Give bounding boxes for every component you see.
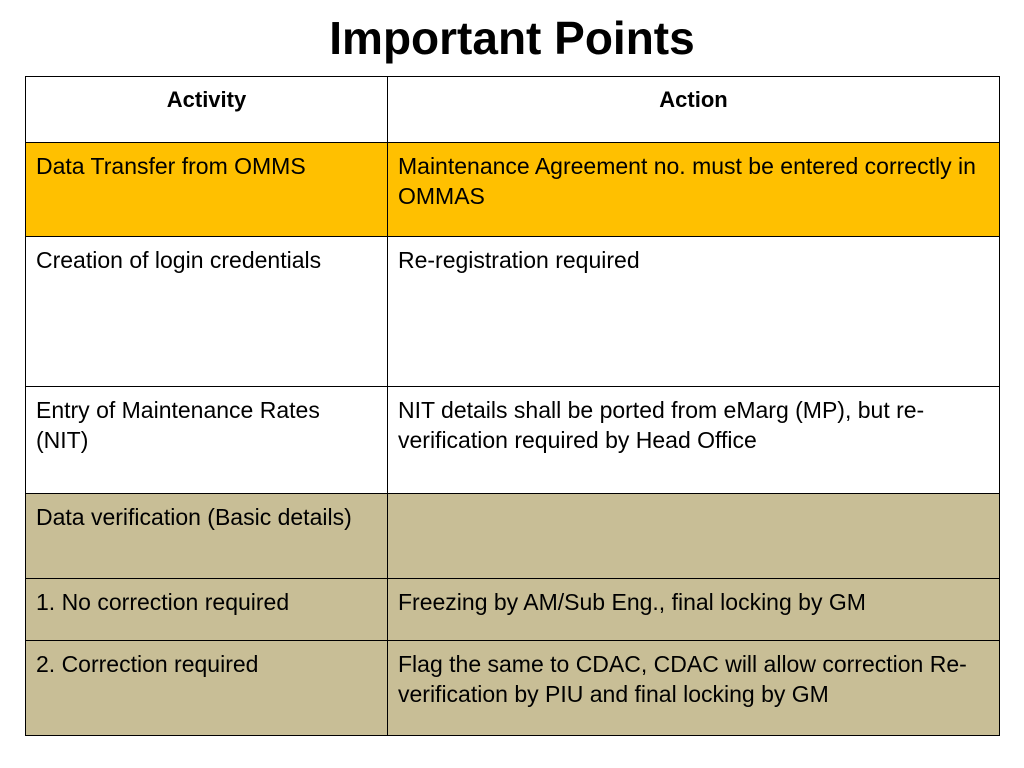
cell-action: Maintenance Agreement no. must be entered correctly in OMMAS bbox=[388, 143, 1000, 237]
table-row bbox=[26, 641, 1000, 736]
table-row bbox=[26, 143, 1000, 237]
header-activity: Activity bbox=[26, 77, 388, 143]
cell-action: Re-registration required bbox=[388, 237, 1000, 387]
cell-activity: 2. Correction required bbox=[26, 641, 388, 736]
cell-action: Flag the same to CDAC, CDAC will allow correction Re-verification by PIU and final locking by GM bbox=[388, 641, 1000, 736]
header-action: Action bbox=[388, 77, 1000, 143]
cell-activity: Creation of login credentials bbox=[26, 237, 388, 387]
table-row bbox=[26, 494, 1000, 579]
cell-activity: 1. No correction required bbox=[26, 579, 388, 641]
page-title: Important Points bbox=[329, 12, 695, 64]
table-header-row bbox=[26, 77, 1000, 143]
cell-action bbox=[388, 494, 1000, 579]
table-row bbox=[26, 387, 1000, 494]
important-points-table bbox=[25, 76, 1000, 736]
cell-activity: Data Transfer from OMMS bbox=[26, 143, 388, 237]
cell-activity: Entry of Maintenance Rates (NIT) bbox=[26, 387, 388, 494]
table-row bbox=[26, 237, 1000, 387]
cell-action: NIT details shall be ported from eMarg (MP), but re-verification required by Head Office bbox=[388, 387, 1000, 494]
cell-action: Freezing by AM/Sub Eng., final locking by GM bbox=[388, 579, 1000, 641]
cell-activity: Data verification (Basic details) bbox=[26, 494, 388, 579]
table-row bbox=[26, 579, 1000, 641]
